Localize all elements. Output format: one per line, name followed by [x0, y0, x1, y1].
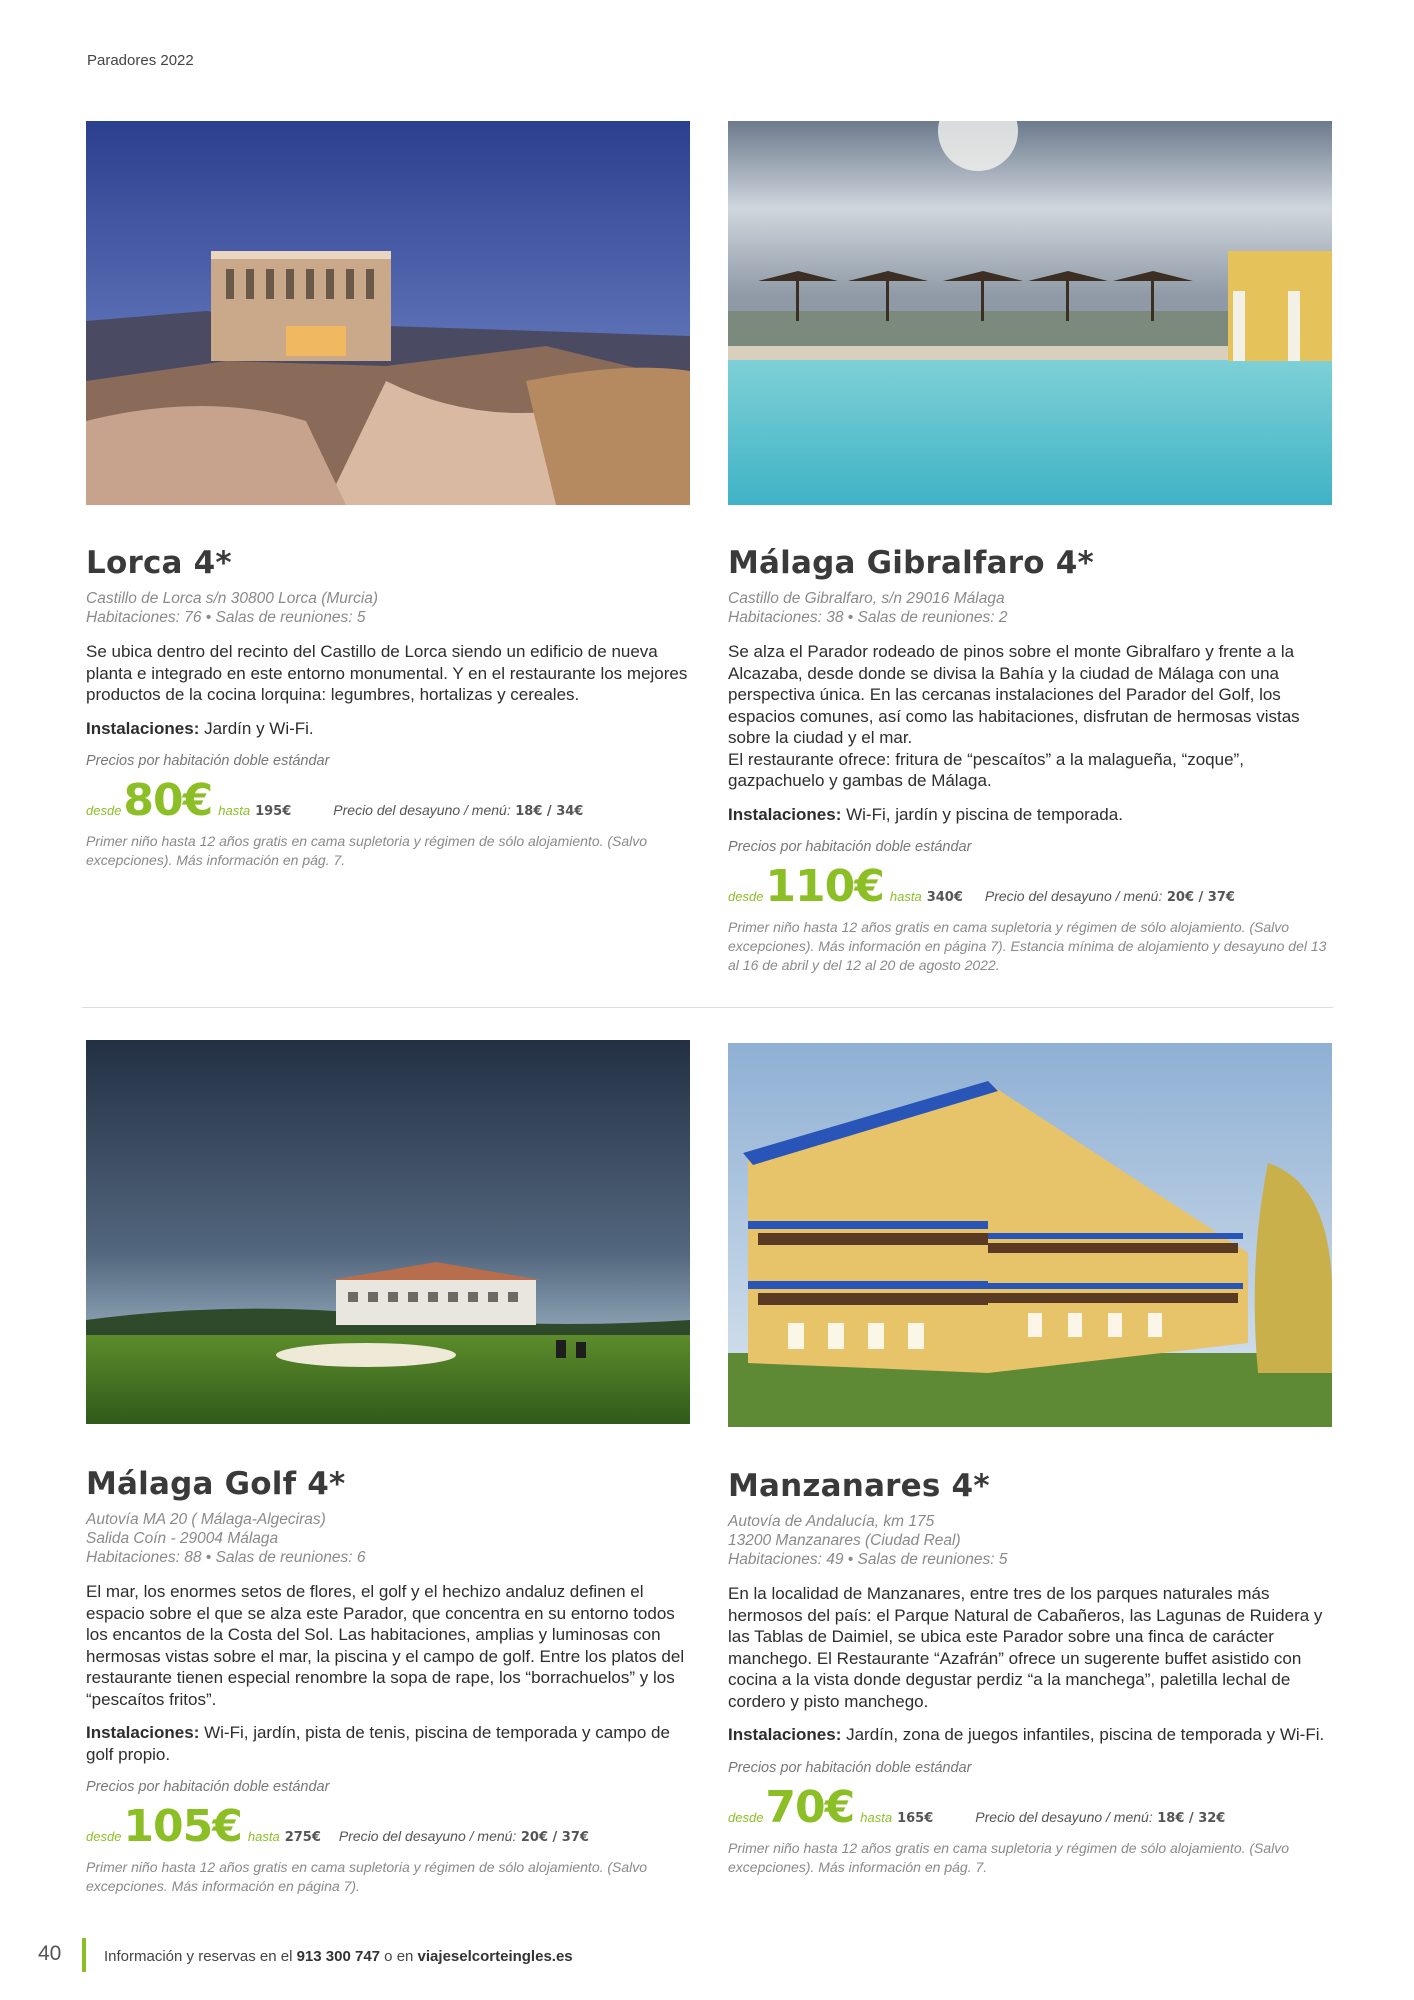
price-note: Precios por habitación doble estándar — [86, 753, 330, 769]
hotel-address: Castillo de Gibralfaro, s/n 29016 Málaga — [728, 590, 1005, 607]
hasta-label: hasta — [247, 1829, 280, 1844]
hotel-description: Se alza el Parador rodeado de pinos sobre el monte Gibralfaro y frente a la Alcazaba, desde donde se divisa la Bahía y la ciudad de Málaga con una perspectiva única. En las cercanas instalaciones del Parador del Golf, los espacios comunes, así como las habitaciones, disfrutan de hermosas vistas sobre la ciudad y el mar. El restaurante ofrece: fritura de “pescaítos” a la malagueña, “zoque”, gazpachuelo y gambas de Málaga. — [728, 642, 1300, 790]
footer-accent-bar — [82, 1938, 86, 1972]
footnote: Primer niño hasta 12 años gratis en cama supletoria y régimen de sólo alojamiento. (Salvo excepciones). Más información en pág. 7. — [86, 833, 648, 868]
website-link[interactable]: viajeselcorteingles.es — [417, 1948, 573, 1965]
price-to: 195€ — [255, 804, 292, 819]
price-note: Precios por habitación doble estándar — [728, 839, 972, 855]
hotel-title: Manzanares 4* — [728, 1468, 990, 1504]
phone-number: 913 300 747 — [296, 1948, 381, 1965]
price-from: 105€ — [123, 1801, 242, 1852]
price-to: 340€ — [926, 890, 963, 905]
card-lorca — [86, 545, 690, 870]
photo-malaga-golf — [86, 1040, 690, 1424]
page-number: 40 — [38, 1942, 62, 1965]
photo-malaga-gibralfaro — [728, 121, 1332, 505]
desde-label: desde — [728, 1809, 764, 1825]
desde-label: desde — [86, 803, 122, 818]
hotel-title: Málaga Golf 4* — [86, 1466, 346, 1502]
footnote: Primer niño hasta 12 años gratis en cama supletoria y régimen de sólo alojamiento. (Salvo excepciones). Más información en pág. 7. — [728, 1839, 1290, 1875]
hotel-rooms: Habitaciones: 49 • Salas de reuniones: 5 — [728, 1551, 1008, 1568]
price-note: Precios por habitación doble estándar — [86, 1779, 330, 1795]
price-to: 165€ — [897, 1810, 934, 1826]
hotel-rooms: Habitaciones: 38 • Salas de reuniones: 2 — [728, 609, 1008, 626]
price-row — [728, 1782, 1332, 1833]
card-malaga-gibralfaro — [728, 545, 1332, 975]
hotel-rooms: Habitaciones: 76 • Salas de reuniones: 5 — [86, 609, 366, 626]
price-row — [86, 1801, 690, 1852]
desde-label: desde — [728, 889, 764, 904]
price-note: Precios por habitación doble estándar — [728, 1759, 972, 1776]
card-malaga-golf — [86, 1466, 690, 1896]
desde-label: desde — [86, 1829, 122, 1844]
hotel-facilities: Instalaciones: Jardín y Wi-Fi. — [86, 718, 314, 738]
running-header: Paradores 2022 — [87, 52, 194, 69]
hotel-title: Lorca 4* — [86, 545, 232, 581]
photo-manzanares — [728, 1043, 1332, 1427]
hotel-description: En la localidad de Manzanares, entre tres de los parques naturales más hermosos del país: el Parque Natural de Cabañeros, las Lagunas de Ruidera y las Tablas de Daimiel, se ubica este Parador sobre una finca de carácter manchego. El Restaurante “Azafrán” ofrece un sugerente buffet asistido con cocina a la vista donde degustar perdiz “a la manchega”, paletilla lechal de cordero y pisto manchego. — [728, 1584, 1323, 1711]
hasta-label: hasta — [218, 803, 251, 818]
price-from: 110€ — [765, 861, 884, 912]
photo-lorca — [86, 121, 690, 505]
card-manzanares — [728, 1468, 1332, 1877]
hotel-address: Autovía MA 20 ( Málaga-Algeciras) Salida Coín - 29004 Málaga — [86, 1511, 326, 1547]
hotel-rooms: Habitaciones: 88 • Salas de reuniones: 6 — [86, 1549, 366, 1566]
footer-contact: Información y reservas en el 913 300 747 o en viajeselcorteingles.es — [104, 1948, 573, 1965]
hotel-description: El mar, los enormes setos de flores, el golf y el hechizo andaluz definen el espacio sobre el que se alza este Parador, que concentra en su entorno todos los encantos de la Costa del Sol. Las habitaciones, amplias y luminosas con hermosas vistas sobre el mar, la piscina y el campo de golf. Entre los platos del restaurante tienen especial renombre la sopa de rape, los “borrachuelos” y los “pescaítos fritos”. — [86, 1582, 685, 1709]
hasta-label: hasta — [889, 889, 922, 904]
menu-price: Precio del desayuno / menú: 18€ / 34€ — [333, 802, 584, 819]
price-from: 70€ — [765, 1781, 855, 1833]
price-from: 80€ — [123, 775, 213, 826]
menu-price: Precio del desayuno / menú: 18€ / 32€ — [975, 1808, 1226, 1826]
footnote: Primer niño hasta 12 años gratis en cama supletoria y régimen de sólo alojamiento. (Salvo excepciones). Más información en página 7). Estancia mínima de alojamiento y desayuno del 13 al 16 de abril y del 12 al 20 de agosto 2022. — [728, 919, 1327, 973]
price-row — [728, 861, 1332, 912]
hotel-address: Autovía de Andalucía, km 175 13200 Manzanares (Ciudad Real) — [728, 1513, 961, 1549]
menu-price: Precio del desayuno / menú: 20€ / 37€ — [338, 1828, 589, 1845]
section-divider — [82, 1007, 1333, 1008]
hotel-address: Castillo de Lorca s/n 30800 Lorca (Murcia) — [86, 590, 379, 607]
hotel-title: Málaga Gibralfaro 4* — [728, 545, 1094, 581]
menu-price: Precio del desayuno / menú: 20€ / 37€ — [984, 888, 1235, 905]
hotel-facilities: Instalaciones: Wi-Fi, jardín y piscina de temporada. — [728, 804, 1123, 824]
price-to: 275€ — [284, 1830, 321, 1845]
hotel-facilities: Instalaciones: Jardín, zona de juegos infantiles, piscina de temporada y Wi-Fi. — [728, 1725, 1325, 1744]
footnote: Primer niño hasta 12 años gratis en cama supletoria y régimen de sólo alojamiento. (Salvo excepciones. Más información en página 7). — [86, 1859, 648, 1894]
hotel-facilities: Instalaciones: Wi-Fi, jardín, pista de tenis, piscina de temporada y campo de golf propio. — [86, 1723, 670, 1764]
hasta-label: hasta — [860, 1809, 893, 1825]
price-row — [86, 775, 690, 826]
hotel-description: Se ubica dentro del recinto del Castillo de Lorca siendo un edificio de nueva planta e integrado en este entorno monumental. Y en el restaurante los mejores productos de la cocina lorquina: legumbres, hortalizas y cereales. — [86, 642, 688, 704]
